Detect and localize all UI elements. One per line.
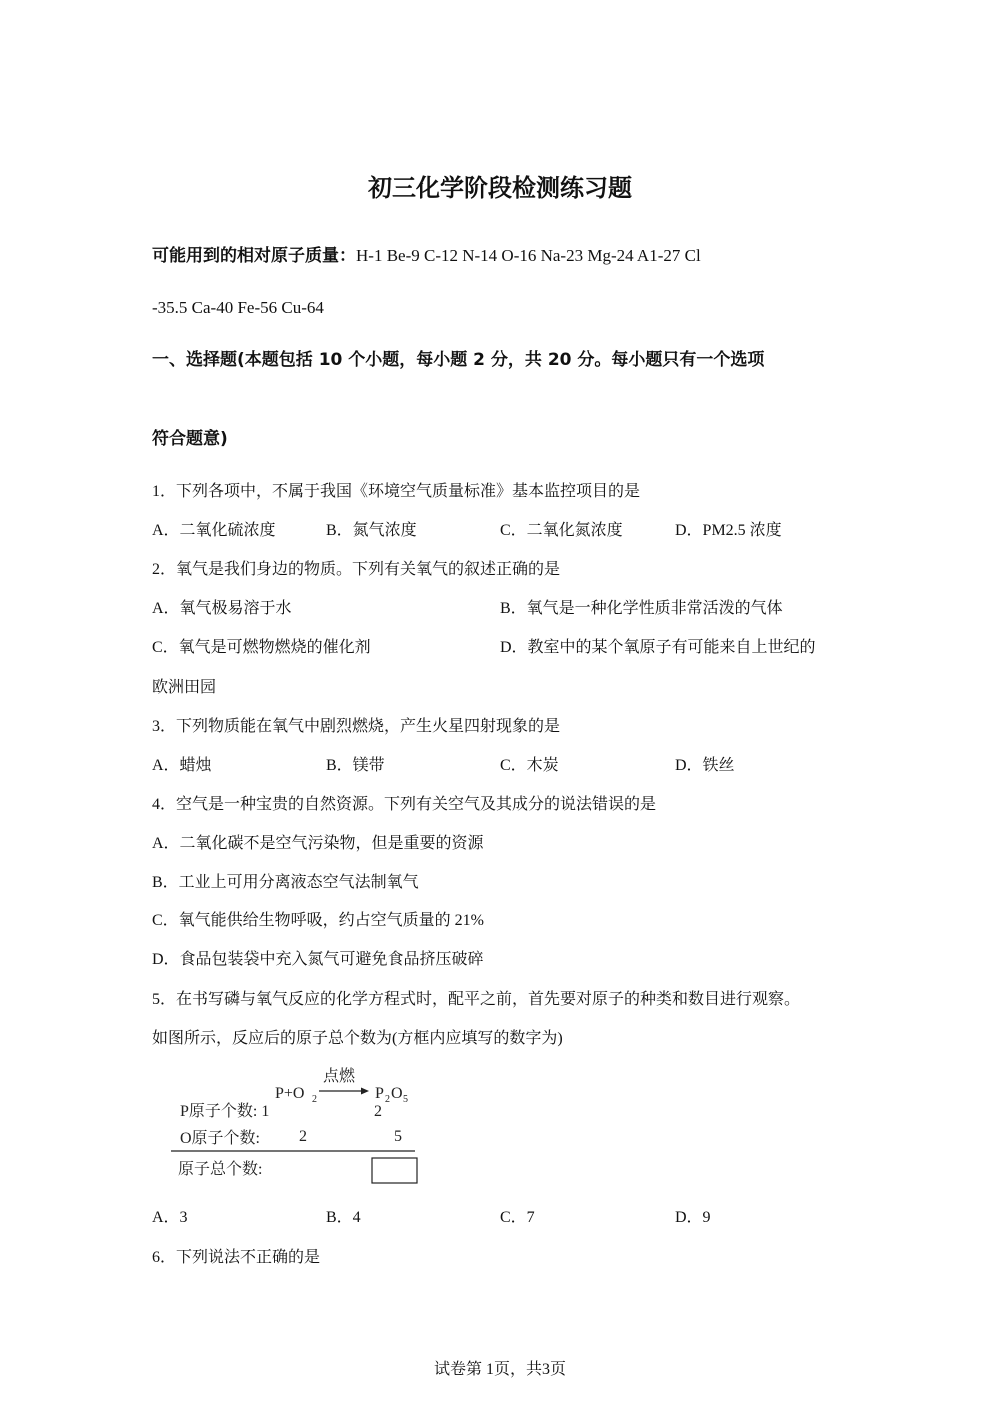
- question-1-option-d: D．PM2.5 浓度: [675, 522, 782, 539]
- question-3-stem: 3．下列物质能在氧气中剧烈燃烧，产生火星四射现象的是: [152, 718, 561, 735]
- question-5-option-c: C．7: [500, 1209, 535, 1226]
- question-6-stem: 6．下列说法不正确的是: [152, 1249, 321, 1266]
- question-3-option-c: C．木炭: [500, 757, 559, 774]
- question-2-option-d-continued: 欧洲田园: [152, 679, 217, 696]
- question-5-option-d: D．9: [675, 1209, 711, 1226]
- question-4-stem: 4．空气是一种宝贵的自然资源。下列有关空气及其成分的说法错误的是: [152, 796, 657, 813]
- o-atom-count-reactant: 2: [299, 1128, 307, 1145]
- reactant-formula: P+O: [275, 1085, 305, 1102]
- question-3-option-d: D．铁丝: [675, 757, 735, 774]
- page-footer: 试卷第 1页，共3页: [433, 1361, 566, 1378]
- page-title: 初三化学阶段检测练习题: [368, 174, 632, 202]
- question-1-option-a: A．二氧化硫浓度: [152, 522, 276, 539]
- question-3-option-b: B．镁带: [326, 757, 385, 774]
- question-5-option-a: A．3: [152, 1209, 188, 1226]
- product-p: P: [375, 1085, 384, 1102]
- question-1-option-c: C．二氧化氮浓度: [500, 522, 623, 539]
- reactant-subscript: 2: [312, 1094, 317, 1105]
- question-2-stem: 2．氧气是我们身边的物质。下列有关氧气的叙述正确的是: [152, 561, 561, 578]
- question-2-option-b: B．氧气是一种化学性质非常活泼的气体: [500, 600, 783, 617]
- question-2-option-a: A．氧气极易溶于水: [152, 600, 292, 617]
- total-atom-count-label: 原子总个数:: [178, 1161, 263, 1178]
- atomic-masses-line-2: -35.5 Ca-40 Fe-56 Cu-64: [152, 298, 324, 317]
- reaction-condition: 点燃: [323, 1068, 356, 1085]
- o-atom-count-product: 5: [394, 1128, 402, 1145]
- question-1-stem: 1．下列各项中，不属于我国《环境空气质量标准》基本监控项目的是: [152, 483, 641, 500]
- question-4-option-a: A．二氧化碳不是空气污染物，但是重要的资源: [152, 835, 484, 852]
- question-4-option-c: C．氧气能供给生物呼吸，约占空气质量的 21%: [152, 912, 485, 929]
- question-4-option-d: D．食品包装袋中充入氮气可避免食品挤压破碎: [152, 951, 484, 968]
- p-atom-count-label: P原子个数: 1: [180, 1103, 270, 1120]
- question-5-stem-continued: 如图所示，反应后的原子总个数为(方框内应填写的数字为): [152, 1030, 563, 1047]
- question-1-option-b: B．氮气浓度: [326, 522, 417, 539]
- product-o: O: [391, 1085, 403, 1102]
- o-atom-count-label: O原子个数:: [180, 1130, 261, 1147]
- atom-count-figure: [165, 1060, 425, 1190]
- product-o-subscript: 5: [403, 1094, 408, 1105]
- question-5-stem: 5．在书写磷与氧气反应的化学方程式时，配平之前，首先要对原子的种类和数目进行观察。: [152, 991, 801, 1008]
- atomic-masses-line-1: [152, 245, 701, 267]
- product-p-subscript: 2: [385, 1094, 390, 1105]
- answer-box: [372, 1158, 417, 1183]
- reaction-arrow-head: [361, 1088, 369, 1095]
- question-2-option-d: D．教室中的某个氧原子有可能来自上世纪的: [500, 639, 816, 656]
- question-3-option-a: A．蜡烛: [152, 757, 212, 774]
- atomic-masses-label: 可能用到的相对原子质量：: [152, 246, 356, 266]
- question-2-option-c: C．氧气是可燃物燃烧的催化剂: [152, 639, 371, 656]
- section-heading-continued: 符合题意): [152, 429, 228, 449]
- p-atom-count-product: 2: [374, 1103, 382, 1120]
- question-4-option-b: B．工业上可用分离液态空气法制氧气: [152, 874, 419, 891]
- atomic-masses-values: H-1 Be-9 C-12 N-14 O-16 Na-23 Mg-24 A1-27 Cl: [356, 246, 701, 265]
- question-5-option-b: B．4: [326, 1209, 361, 1226]
- section-heading: 一、选择题(本题包括 10 个小题，每小题 2 分，共 20 分。每小题只有一个选项: [152, 350, 765, 370]
